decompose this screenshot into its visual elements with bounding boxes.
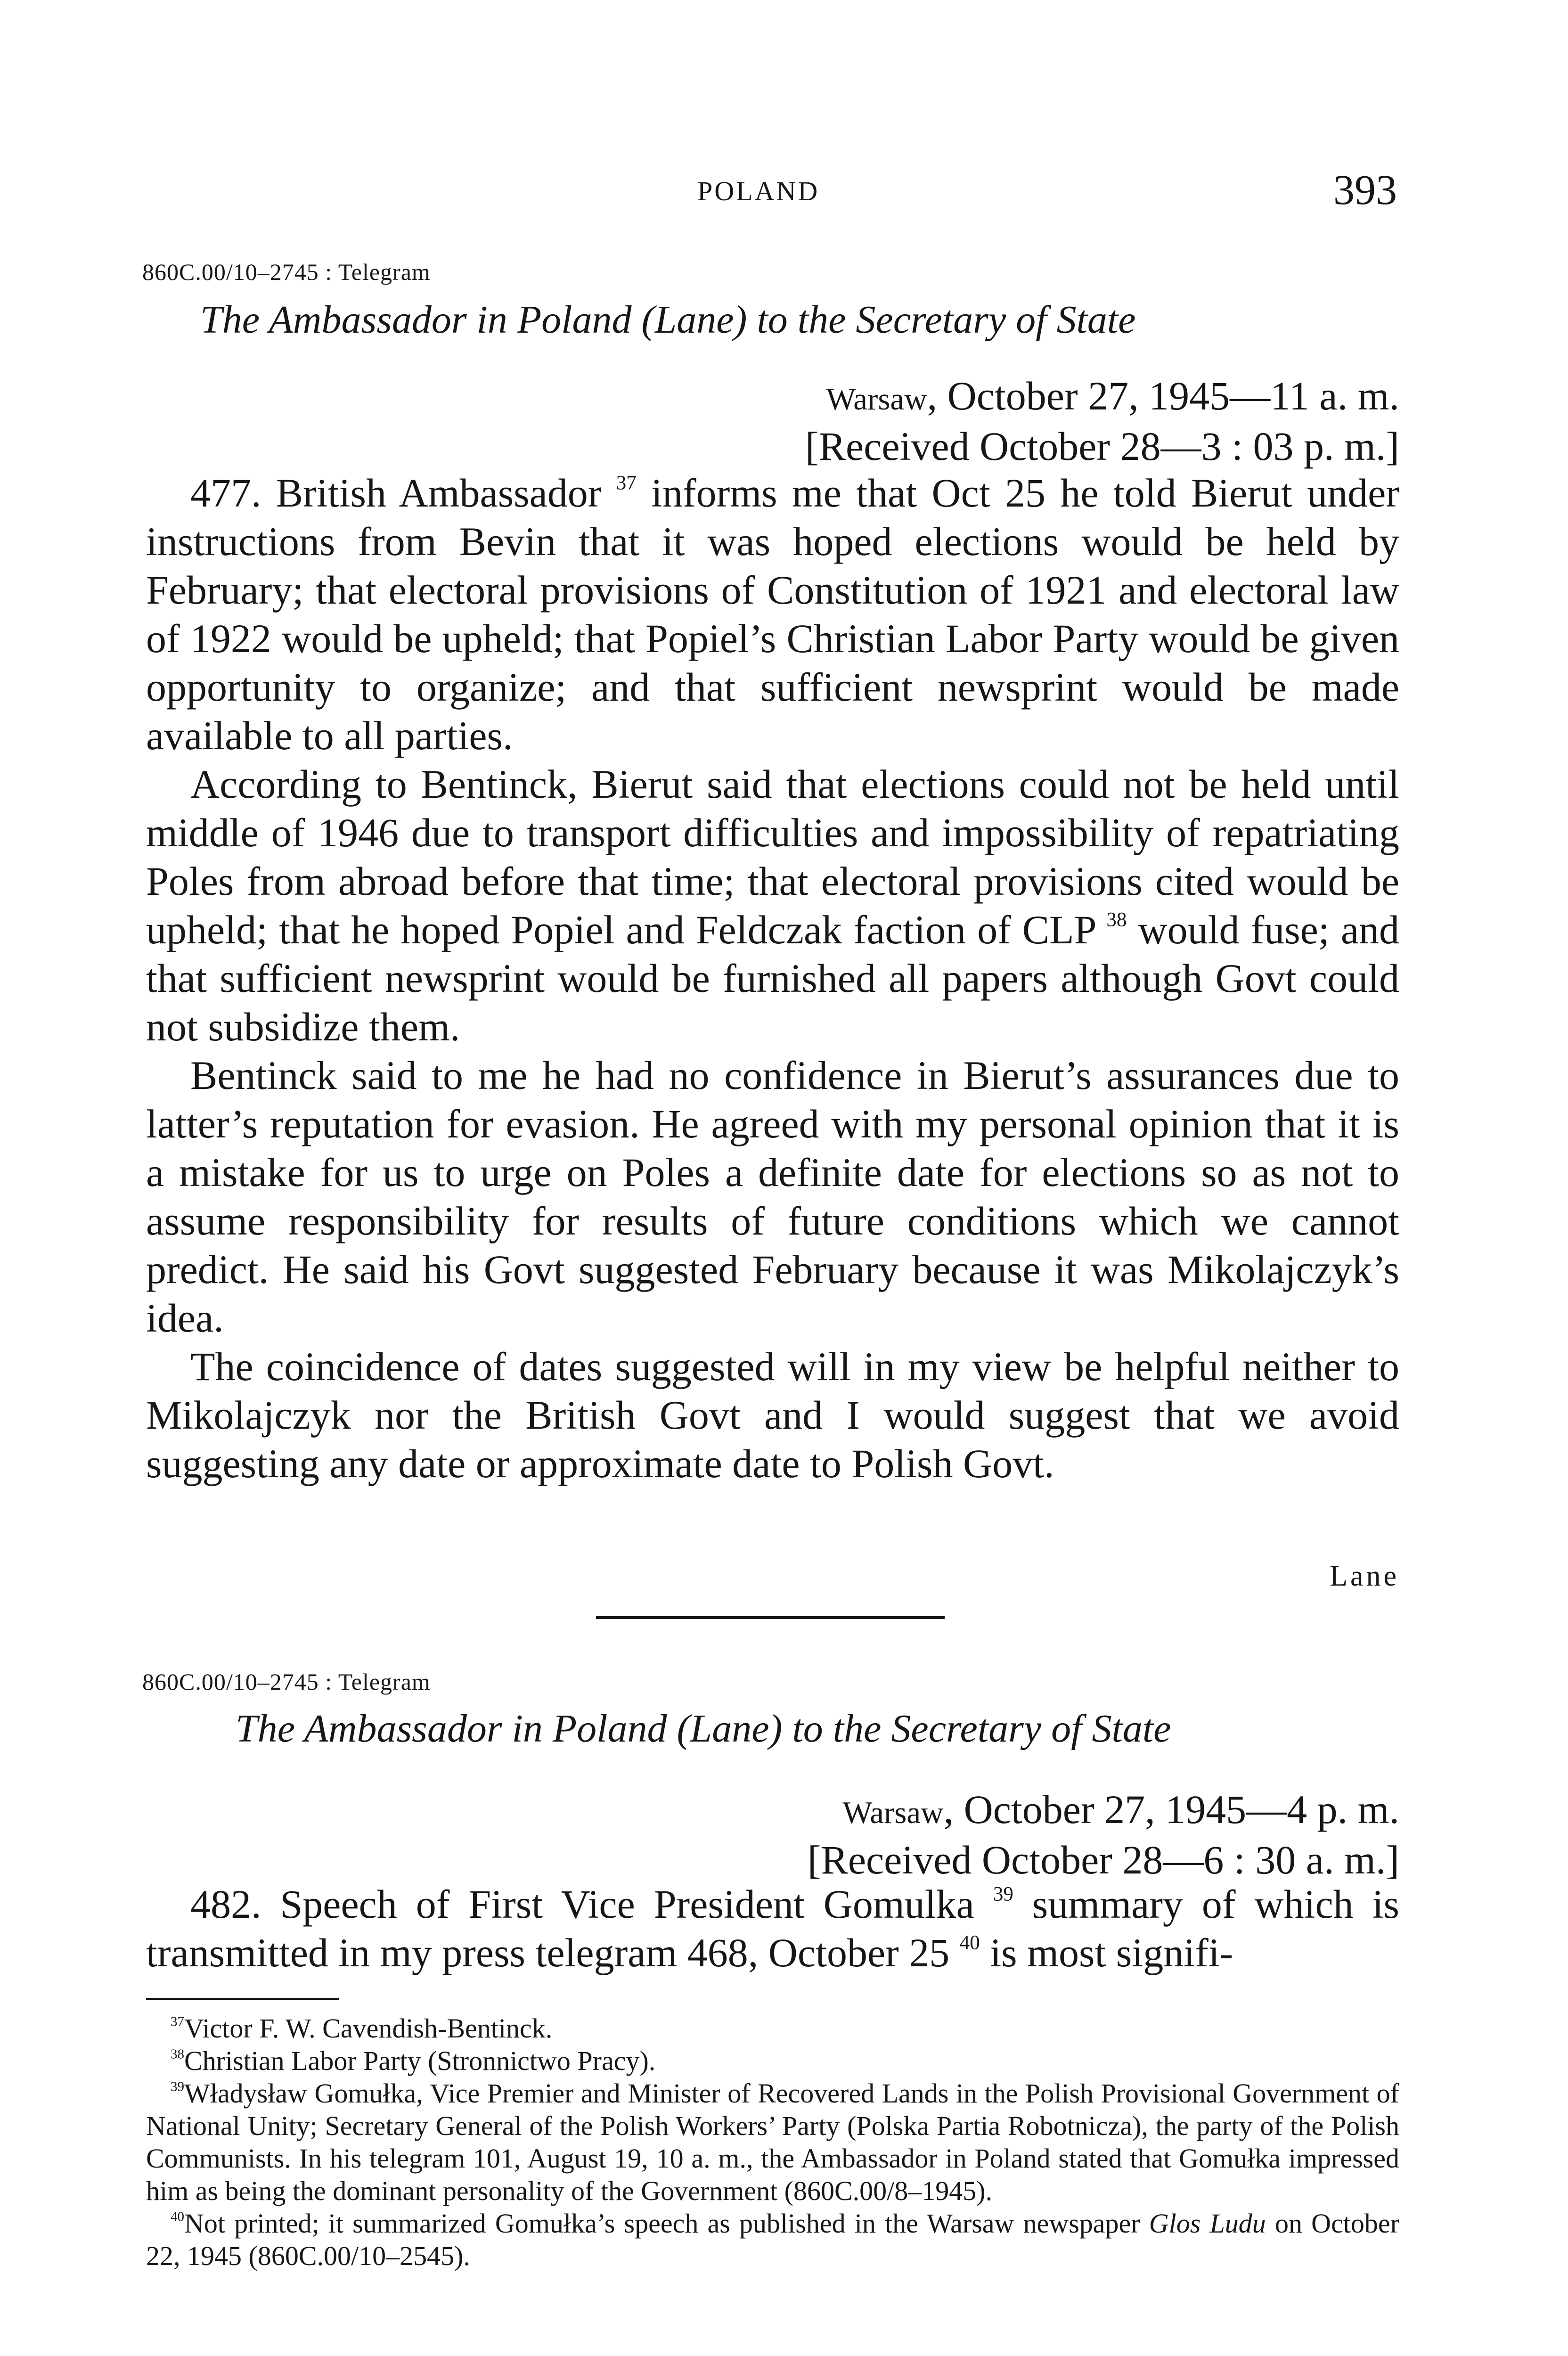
- doc1-paragraph-1: 477. British Ambassador $^{37}$ informs me that Oct 25 he told Bierut under instructions from Bevin that it was hoped elections would be held by February; that electoral provisions of Constitution of 1921 and electoral law of 1922 would be upheld; that Popiel’s Christian Labor Party would be given opportunity to organize; and that sufficient newsprint would be made available to all parties.: [146, 470, 1399, 758]
- footnote-ref-38: 38: [1106, 908, 1127, 931]
- doc2-title: The Ambassador in Poland (Lane) to the Secretary of State: [236, 1707, 1171, 1751]
- doc1-paragraph-3: Bentinck said to me he had no confidence in Bierut’s assurances due to latter’s reputation for evasion. He agreed with my personal opinion that it is a mistake for us to urge on Poles a definite date for elections so as not to assume responsibility for results of future conditions which we cannot predict. He said his Govt suggested February because it was Mikolajczyk’s idea.: [146, 1053, 1399, 1341]
- doc1-received: [Received October 28—3 : 03 p. m.]: [805, 424, 1399, 469]
- doc2-dateline-place: Warsaw: [842, 1795, 944, 1830]
- doc1-dateline-place: Warsaw: [826, 381, 927, 417]
- doc2-dateline-date: , October 27, 1945—4 p. m.: [943, 1787, 1399, 1832]
- doc1-dateline: [805, 372, 1399, 470]
- footnote-40: $^{40}$Not printed; it summarized Gomułka’s speech as published in the Warsaw newspaper Glos Ludu on October 22, 1945 (860C.00/10–2545).: [146, 2208, 1399, 2271]
- doc1-dateline-date: , October 27, 1945—11 a. m.: [927, 373, 1399, 418]
- running-head: POLAND: [697, 176, 820, 206]
- footnote-ref-37: 37: [616, 472, 637, 494]
- doc1-paragraph-2: According to Bentinck, Bierut said that elections could not be held until middle of 1946 due to transport difficulties and impossibility of repatriating Poles from abroad before that time; that electoral provisions cited would be upheld; that he hoped Popiel and Feldczak faction of CLP $^{38}$ would fuse; and that sufficient newsprint would be furnished all papers although Govt could not subsidize them.: [146, 761, 1400, 1049]
- doc2-received: [Received October 28—6 : 30 a. m.]: [807, 1837, 1399, 1882]
- footnote-rule: [146, 1998, 339, 2000]
- doc1-title: The Ambassador in Poland (Lane) to the Secretary of State: [200, 298, 1136, 342]
- doc1-file-code: 860C.00/10–2745 : Telegram: [142, 259, 431, 285]
- doc2-dateline: [808, 1786, 1399, 1883]
- footnote-ref-40: 40: [959, 1931, 980, 1954]
- doc2-body: [146, 1880, 1399, 1977]
- footnote-37: $^{37}$Victor F. W. Cavendish-Bentinck.: [171, 2013, 553, 2044]
- doc1-body: [146, 469, 1399, 1488]
- footnote-ref-39: 39: [993, 1883, 1013, 1906]
- doc2-file-code: 860C.00/10–2745 : Telegram: [142, 1669, 431, 1695]
- page-number: 393: [1333, 167, 1397, 213]
- doc1-paragraph-4: The coincidence of dates suggested will in my view be helpful neither to Mikolajczyk nor the British Govt and I would suggest that we avoid suggesting any date or approximate date to Polish Govt.: [146, 1344, 1399, 1486]
- doc2-paragraph-1: 482. Speech of First Vice President Gomulka $^{39}$ summary of which is transmitted in my press telegram 468, October 25 $^{40}$ is most signifi-: [146, 1882, 1399, 1975]
- doc1-signature: Lane: [1330, 1560, 1399, 1592]
- footnote-38: $^{38}$Christian Labor Party (Stronnictwo Pracy).: [171, 2045, 656, 2076]
- footnote-39: $^{39}$Władysław Gomułka, Vice Premier and Minister of Recovered Lands in the Polish Provisional Government of National Unity; Secretary General of the Polish Workers’ Party (Polska Partia Robotnicza), the party of the Polish Communists. In his telegram 101, August 19, 10 a. m., the Ambassador in Poland stated that Gomułka impressed him as being the dominant personality of the Government (860C.00/8–1945).: [146, 2078, 1399, 2206]
- footnotes: [146, 2012, 1399, 2272]
- section-divider: [596, 1616, 945, 1619]
